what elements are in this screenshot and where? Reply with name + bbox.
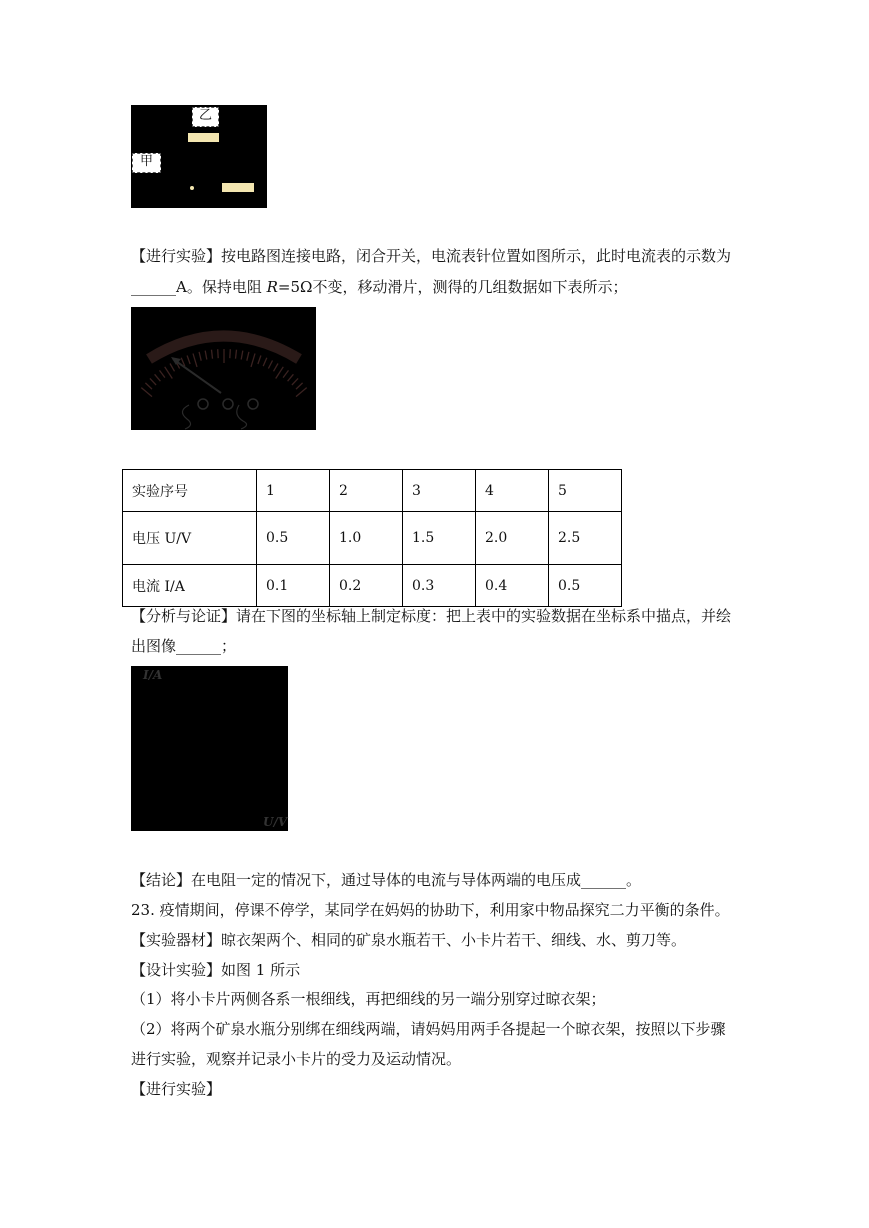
- table-cell: 0.5: [257, 512, 330, 565]
- dial-tick: [288, 374, 294, 381]
- dial-tick: [236, 350, 237, 359]
- experiment-text: 按电路图连接电路，闭合开关，电流表针位置如图所示，此时电流表的示数为: [221, 247, 732, 265]
- table-cell: 电流 I/A: [123, 565, 257, 607]
- design-paragraph: [131, 960, 300, 980]
- dial-tick: [230, 349, 231, 358]
- table-cell: 0.3: [403, 565, 476, 607]
- dial-tick: [268, 361, 272, 369]
- design-text: 如图 1 所示: [221, 961, 301, 979]
- circuit-diagram-figure: [131, 105, 267, 208]
- dial-tick: [263, 358, 267, 366]
- resistance-symbol: R: [266, 278, 278, 296]
- conclusion-text: 。: [626, 871, 642, 889]
- table-cell: 1.0: [330, 512, 403, 565]
- table-cell: 0.4: [476, 565, 549, 607]
- analysis-paragraph-line2: [131, 636, 236, 656]
- terminal: [198, 399, 208, 409]
- conclusion-text: 在电阻一定的情况下，通过导体的电流与导体两端的电压成: [191, 871, 582, 889]
- dial-tick: [187, 356, 190, 365]
- ammeter-dial: [131, 307, 316, 430]
- dial-tick: [170, 364, 175, 372]
- question-text: 疫情期间，停课不停学，某同学在妈妈的协助下，利用家中物品探究二力平衡的条件。: [159, 901, 730, 919]
- table-cell: 实验序号: [123, 470, 257, 512]
- iu-graph-figure: [131, 666, 288, 831]
- table-cell: 2.5: [549, 512, 622, 565]
- answer-blank: ______: [131, 278, 176, 296]
- dial-tick: [218, 349, 219, 358]
- experiment2-heading: 【进行实验】: [131, 1080, 222, 1098]
- table-cell: 0.2: [330, 565, 403, 607]
- table-cell: 2: [330, 470, 403, 512]
- conclusion-paragraph: [131, 870, 641, 890]
- table-cell: 1: [257, 470, 330, 512]
- dial-tick: [241, 351, 243, 360]
- experiment-heading: 【进行实验】: [131, 247, 222, 265]
- experiment-text: A。保持电阻: [176, 278, 267, 296]
- analysis-text: 请在下图的坐标轴上制定标度：把上表中的实验数据在坐标系中描点，并绘: [236, 607, 732, 625]
- dial-tick: [276, 367, 284, 379]
- step-1: （1）将小卡片两侧各系一根细线，再把细线的另一端分别穿过晾衣架；: [131, 990, 606, 1008]
- data-table: [122, 469, 622, 607]
- dial-tick: [160, 370, 165, 377]
- table-cell: 2.0: [476, 512, 549, 565]
- dial-tick: [150, 378, 156, 385]
- table-row: [123, 512, 622, 565]
- dial-tick: [274, 364, 279, 372]
- label-jia: 甲: [132, 153, 161, 173]
- conclusion-heading: 【结论】: [131, 871, 192, 889]
- experiment-text: =5Ω不变，移动滑片，测得的几组数据如下表所示；: [277, 278, 628, 296]
- experiment-paragraph-line2: [131, 277, 627, 297]
- design-heading: 【设计实验】: [131, 961, 222, 979]
- dial-tick: [292, 378, 298, 385]
- terminal: [223, 399, 233, 409]
- table-cell: 3: [403, 470, 476, 512]
- analysis-heading: 【分析与论证】: [131, 607, 237, 625]
- step-2-line2: 进行实验，观察并记录小卡片的受力及运动情况。: [131, 1050, 462, 1068]
- table-cell: 5: [549, 470, 622, 512]
- junction-dot: [190, 186, 194, 190]
- dial-tick: [212, 350, 213, 359]
- step-2-line1: （2）将两个矿泉水瓶分别绑在细线两端，请妈妈用两手各提起一个晾衣架，按照以下步骤: [131, 1020, 726, 1038]
- answer-blank: ______: [581, 871, 627, 889]
- dial-tick: [205, 351, 207, 360]
- experiment-paragraph-line1: [131, 246, 731, 266]
- table-cell: 1.5: [403, 512, 476, 565]
- terminal: [248, 399, 258, 409]
- table-cell: 0.5: [549, 565, 622, 607]
- dial-tick: [296, 383, 303, 389]
- dial-tick: [199, 352, 201, 361]
- dial-tick: [258, 356, 261, 365]
- rheostat-bar: [222, 183, 254, 192]
- table-cell: 0.1: [257, 565, 330, 607]
- table-row: [123, 565, 622, 607]
- analysis-text: 出图像: [131, 637, 177, 655]
- table-cell: 电压 U/V: [123, 512, 257, 565]
- x-axis-label: U/V: [263, 815, 288, 829]
- analysis-paragraph-line1: [131, 606, 731, 626]
- table-cell: 4: [476, 470, 549, 512]
- resistor-bar: [188, 133, 219, 142]
- dial-tick: [193, 354, 197, 367]
- dial-tick: [141, 388, 152, 397]
- analysis-text: ；: [221, 637, 237, 655]
- answer-blank: ______: [176, 637, 222, 655]
- table-row: [123, 470, 622, 512]
- dial-tick: [145, 383, 152, 389]
- dial-tick: [251, 354, 255, 367]
- equipment-paragraph: [131, 930, 686, 950]
- ammeter-figure: [131, 307, 316, 430]
- dial-tick: [155, 374, 161, 381]
- ammeter-needle: [173, 359, 221, 393]
- equipment-heading: 【实验器材】: [131, 931, 222, 949]
- dial-tick: [283, 370, 288, 377]
- y-axis-label: I/A: [143, 668, 163, 682]
- dial-tick: [165, 367, 173, 379]
- dial-tick: [247, 352, 249, 361]
- equipment-text: 晾衣架两个、相同的矿泉水瓶若干、小卡片若干、细线、水、剪刀等。: [221, 931, 687, 949]
- dial-tick: [296, 388, 307, 397]
- label-yi: 乙: [192, 107, 219, 127]
- question-23: [131, 900, 730, 920]
- question-number: 23.: [131, 901, 155, 919]
